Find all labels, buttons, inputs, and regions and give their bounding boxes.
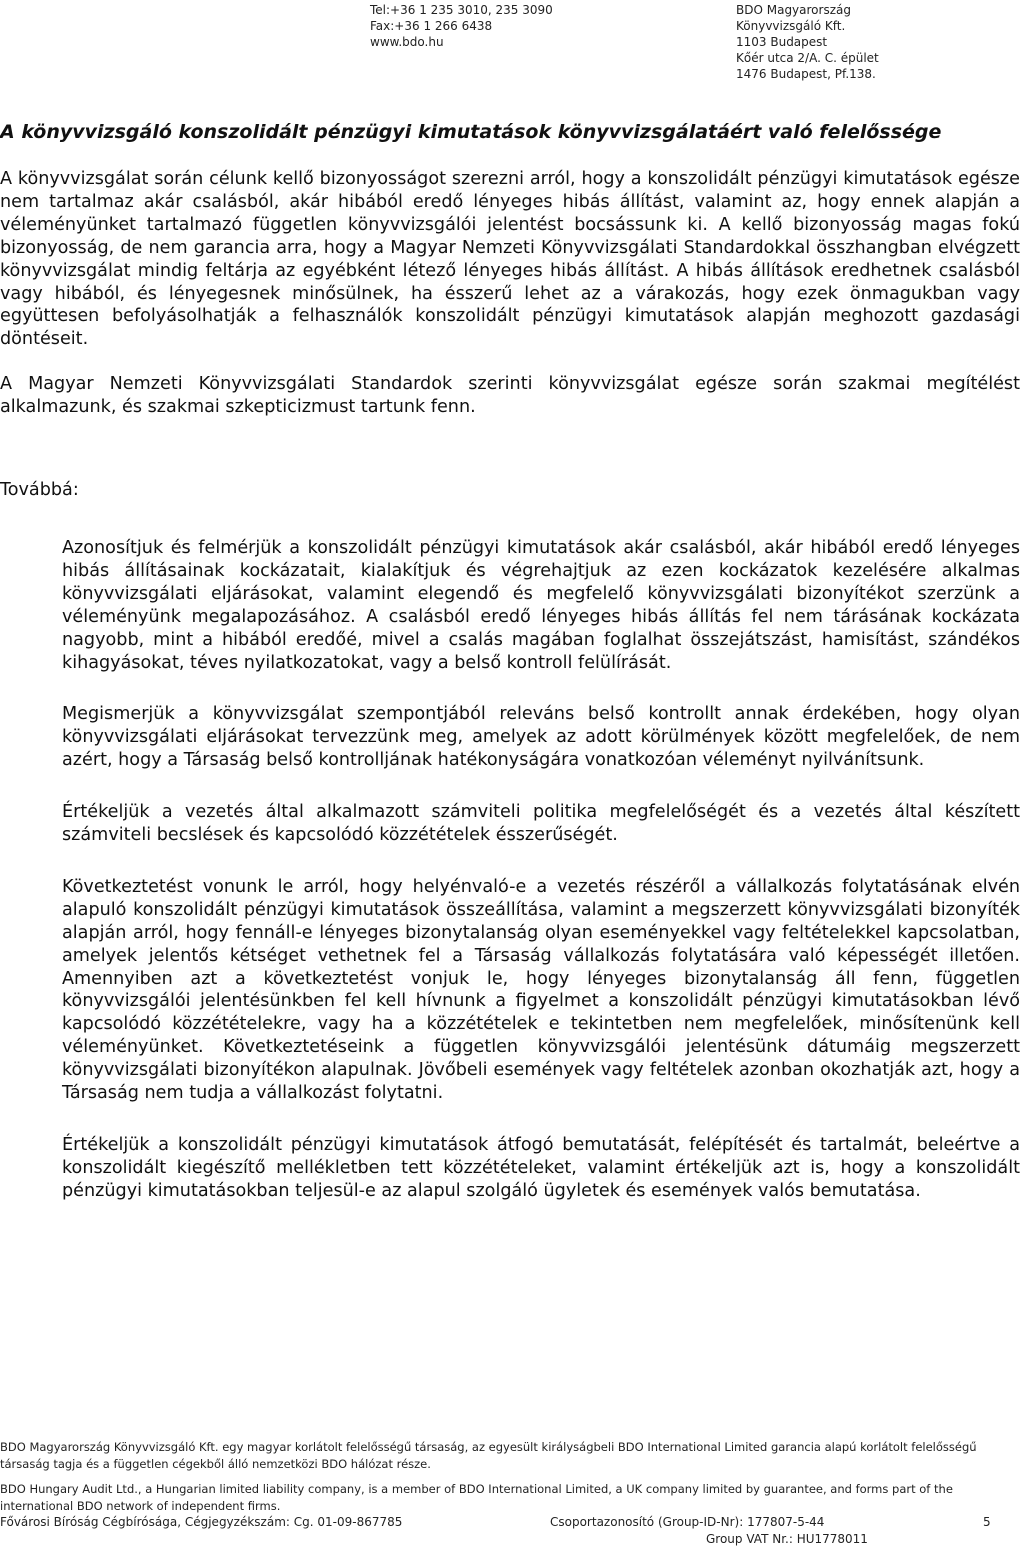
header-company: BDO Magyarország (736, 3, 851, 17)
list-item-overall-presentation: Értékeljük a konszolidált pénzügyi kimutatások átfogó bemutatását, felépítését és tartalmát, beleértve a konszolidált kiegészítő mellékletben tett közzétételeket, valamint értékeljük azt is, hogy a konszolidált pénzügyi kimutatásokban teljesül-e az alapul szolgáló ügyletek és események valós bemutatása. (62, 1135, 1020, 1201)
header-street: Kőér utca 2/A. C. épület (736, 51, 879, 65)
list-item-internal-control: Megismerjük a könyvvizsgálat szempontjából releváns belső kontrollt annak érdekében, hogy olyan könyvvizsgálati eljárásokat tervezzünk meg, amelyek az adott körülmények között megfelelőek, de nem azért, hogy a Társaság belső kontrolljának hatékonyságára vonatkozóan véleményt nyilvánítsunk. (62, 704, 1020, 771)
responsibility-list (62, 537, 1020, 1203)
header-tel: Tel:+36 1 235 3010, 235 3090 (370, 3, 553, 17)
footer-notices (0, 1439, 1024, 1514)
list-item-accounting-policies: Értékeljük a vezetés által alkalmazott számviteli politika megfelelőségét és a vezetés által készített számviteli becslések és kapcsolódó közzétételek ésszerűségét. (62, 802, 1020, 846)
section-heading: A könyvvizsgáló konszolidált pénzügyi kimutatások könyvvizsgálatáért való felelőssége (0, 121, 942, 143)
header-city: 1103 Budapest (736, 35, 828, 49)
header-fax: Fax:+36 1 266 6438 (370, 19, 493, 33)
header-postbox: 1476 Budapest, Pf.138. (736, 67, 876, 81)
header-address-block (736, 2, 879, 82)
paragraph-furthermore: Továbbá: (0, 480, 79, 501)
header-contact-block (370, 2, 553, 50)
list-item-going-concern: Következtetést vonunk le arról, hogy helyénvaló-e a vezetés részéről a vállalkozás folytatásának elvén alapuló konszolidált pénzügyi kimutatások összeállítása, valamint a megszerzett könyvvizsgálati bizonyíték alapján arról, hogy fennáll-e lényeges bizonytalanság olyan eseményekkel vagy feltételekkel kapcsolatban, amelyek jelentős kétséget vethetnek fel a Társaság vállalkozás folytatására való képességét illetően. Amennyiben azt a következtetést vonjuk le, hogy lényeges bizonytalanság áll fenn, független könyvvizsgálói jelentésünkben fel kell hívnunk a figyelmet a konszolidált pénzügyi kimutatásokban lévő kapcsolódó közzétételekre, vagy ha a közzétételek e tekintetben nem megfelelőek, minősítenünk kell véleményünket. Következtetéseink a független könyvvizsgálói jelentésünk dátumáig megszerzett könyvvizsgálati bizonyítékon alapulnak. Jövőbeli események vagy feltételek azonban okozhatják azt, hogy a Társaság nem tudja a vállalkozást folytatni. (62, 876, 1020, 1104)
paragraph-professional-judgment: A Magyar Nemzeti Könyvvizsgálati Standardok szerinti könyvvizsgálat egésze során szakmai megítélést alkalmazunk, és szakmai szkepticizmust tartunk fenn. (0, 374, 1020, 418)
page-number: 5 (983, 1515, 991, 1529)
header-company-line2: Könyvvizsgáló Kft. (736, 19, 846, 33)
footer-english-notice: BDO Hungary Audit Ltd., a Hungarian limited liability company, is a member of BDO International Limited, a UK company limited by guarantee, and forms part of the international BDO network of independent firms. (0, 1482, 953, 1513)
list-item-risk-assessment: Azonosítjuk és felmérjük a konszolidált pénzügyi kimutatások akár csalásból, akár hibából eredő lényeges hibás állításainak kockázatait, kialakítjuk és végrehajtjuk az ezen kockázatok kezelésére alkalmas könyvvizsgálati eljárásokat, valamint elegendő és megfelelő könyvvizsgálati bizonyítékot szerzünk a véleményünk megalapozásához. A csalásból eredő lényeges hibás állítás fel nem tárásának kockázata nagyobb, mint a hibából eredőé, mivel a csalás magában foglalhat összejátszást, hamisítást, szándékos kihagyásokat, téves nyilatkozatokat, vagy a belső kontroll felülírását. (62, 537, 1020, 673)
header-website: www.bdo.hu (370, 35, 444, 49)
footer-hungarian-notice: BDO Magyarország Könyvvizsgáló Kft. egy magyar korlátolt felelősségű társaság, az egyesült királyságbeli BDO International Limited garancia alapú korlátolt felelősségű társaság tagja és a független cégekből álló nemzetközi BDO hálózat része. (0, 1440, 977, 1471)
footer-court-registration: Fővárosi Bíróság Cégbírósága, Cégjegyzékszám: Cg. 01-09-867785 (0, 1515, 403, 1529)
footer-group-vat: Group VAT Nr.: HU1778011 (706, 1532, 868, 1546)
footer-group-id: Csoportazonosító (Group-ID-Nr): 177807-5-44 (550, 1515, 825, 1529)
paragraph-reasonable-assurance: A könyvvizsgálat során célunk kellő bizonyosságot szerezni arról, hogy a konszolidált pénzügyi kimutatások egésze nem tartalmaz akár csalásból, akár hibából eredő lényeges hibás állítást, valamint az, hogy ennek alapján a véleményünket tartalmazó független könyvvizsgálói jelentést bocsássunk ki. A kellő bizonyosság magas fokú bizonyosság, de nem garancia arra, hogy a Magyar Nemzeti Könyvvizsgálati Standardokkal összhangban elvégzett könyvvizsgálat mindig feltárja az egyébként létező lényeges hibás állítást. A hibás állítások eredhetnek csalásból vagy hibából, és lényegesnek minősülnek, ha ésszerű lehet az a várakozás, hogy ezek önmagukban vagy együttesen befolyásolhatják a felhasználók konszolidált pénzügyi kimutatások alapján meghozott gazdasági döntéseit. (0, 169, 1020, 350)
body-text (0, 168, 1020, 1203)
